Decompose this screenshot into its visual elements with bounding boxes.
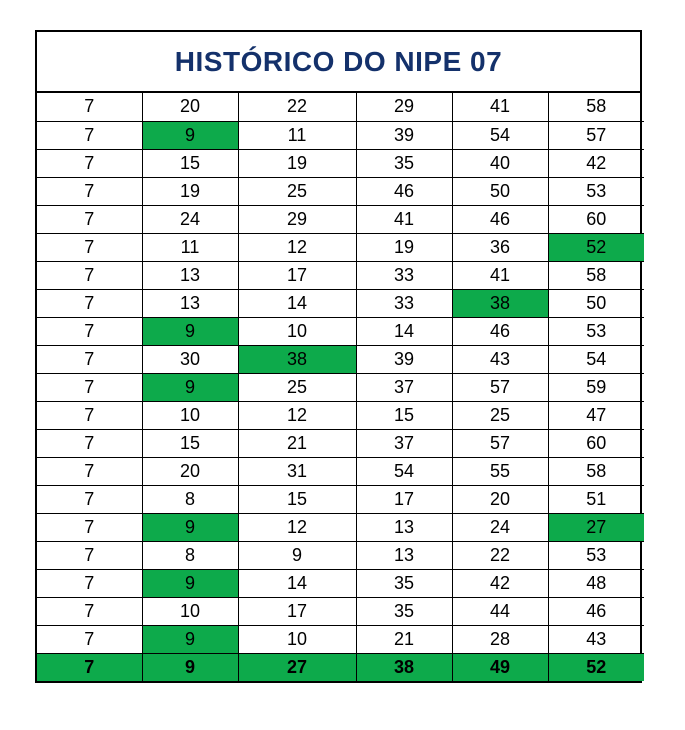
table-cell[interactable]: 39 — [356, 121, 452, 149]
table-cell[interactable]: 7 — [37, 289, 142, 317]
table-cell[interactable]: 41 — [452, 261, 548, 289]
table-cell[interactable]: 42 — [452, 569, 548, 597]
sheet-title: HISTÓRICO DO NIPE 07 — [37, 32, 640, 93]
table-row — [37, 597, 644, 625]
table-cell[interactable]: 58 — [548, 93, 644, 121]
table-cell[interactable]: 7 — [37, 373, 142, 401]
summary-cell[interactable]: 27 — [238, 653, 356, 681]
table-cell[interactable]: 36 — [452, 233, 548, 261]
table-cell[interactable]: 12 — [238, 233, 356, 261]
table-cell[interactable]: 7 — [37, 485, 142, 513]
table-row — [37, 429, 644, 457]
table-cell[interactable]: 14 — [238, 569, 356, 597]
table-cell[interactable]: 25 — [452, 401, 548, 429]
table-cell[interactable]: 53 — [548, 177, 644, 205]
summary-cell[interactable]: 9 — [142, 653, 238, 681]
table-cell[interactable]: 57 — [452, 373, 548, 401]
table-cell[interactable]: 9 — [142, 625, 238, 653]
table-cell[interactable]: 60 — [548, 429, 644, 457]
table-row — [37, 317, 644, 345]
table-cell[interactable]: 9 — [142, 373, 238, 401]
table-cell[interactable]: 30 — [142, 345, 238, 373]
table-row — [37, 513, 644, 541]
table-cell[interactable]: 57 — [452, 429, 548, 457]
table-cell[interactable]: 17 — [356, 485, 452, 513]
table-cell[interactable]: 13 — [142, 289, 238, 317]
table-cell[interactable]: 58 — [548, 261, 644, 289]
table-cell[interactable]: 7 — [37, 121, 142, 149]
table-cell[interactable]: 7 — [37, 93, 142, 121]
table-cell[interactable]: 50 — [452, 177, 548, 205]
table-cell[interactable]: 43 — [548, 625, 644, 653]
table-cell[interactable]: 8 — [142, 485, 238, 513]
table-cell[interactable]: 20 — [142, 457, 238, 485]
table-cell[interactable]: 31 — [238, 457, 356, 485]
table-row — [37, 457, 644, 485]
table-cell[interactable]: 46 — [452, 205, 548, 233]
table-cell[interactable]: 59 — [548, 373, 644, 401]
table-cell[interactable]: 33 — [356, 289, 452, 317]
summary-row — [37, 653, 644, 681]
table-cell[interactable]: 44 — [452, 597, 548, 625]
table-cell[interactable]: 10 — [142, 401, 238, 429]
table-cell[interactable]: 20 — [142, 93, 238, 121]
table-cell[interactable]: 22 — [452, 541, 548, 569]
table-cell[interactable]: 19 — [238, 149, 356, 177]
table-cell[interactable]: 40 — [452, 149, 548, 177]
table-cell[interactable]: 9 — [142, 513, 238, 541]
table-cell[interactable]: 57 — [548, 121, 644, 149]
table-cell[interactable]: 7 — [37, 233, 142, 261]
table-cell[interactable]: 9 — [238, 541, 356, 569]
table-cell[interactable]: 14 — [238, 289, 356, 317]
table-row — [37, 177, 644, 205]
summary-cell[interactable]: 52 — [548, 653, 644, 681]
table-cell[interactable]: 54 — [452, 121, 548, 149]
table-cell[interactable]: 38 — [452, 289, 548, 317]
table-cell[interactable]: 46 — [452, 317, 548, 345]
table-cell[interactable]: 7 — [37, 569, 142, 597]
table-cell[interactable]: 29 — [238, 205, 356, 233]
table-row — [37, 205, 644, 233]
table-cell[interactable]: 25 — [238, 373, 356, 401]
table-cell[interactable]: 15 — [238, 485, 356, 513]
table-cell[interactable]: 17 — [238, 597, 356, 625]
table-cell[interactable]: 10 — [238, 625, 356, 653]
table-row — [37, 93, 644, 121]
table-cell[interactable]: 58 — [548, 457, 644, 485]
table-cell[interactable]: 7 — [37, 317, 142, 345]
table-cell[interactable]: 17 — [238, 261, 356, 289]
table-cell[interactable]: 11 — [142, 233, 238, 261]
table-row — [37, 149, 644, 177]
table-cell[interactable]: 39 — [356, 345, 452, 373]
table-cell[interactable]: 9 — [142, 121, 238, 149]
table-cell[interactable]: 7 — [37, 205, 142, 233]
table-cell[interactable]: 50 — [548, 289, 644, 317]
table-cell[interactable]: 15 — [142, 149, 238, 177]
table-cell[interactable]: 51 — [548, 485, 644, 513]
table-cell[interactable]: 7 — [37, 625, 142, 653]
table-cell[interactable]: 12 — [238, 401, 356, 429]
table-row — [37, 485, 644, 513]
table-cell[interactable]: 7 — [37, 541, 142, 569]
table-cell[interactable]: 11 — [238, 121, 356, 149]
summary-cell[interactable]: 38 — [356, 653, 452, 681]
table-cell[interactable]: 21 — [356, 625, 452, 653]
table-row — [37, 233, 644, 261]
table-cell[interactable]: 7 — [37, 429, 142, 457]
table-cell[interactable]: 53 — [548, 317, 644, 345]
table-cell[interactable]: 21 — [238, 429, 356, 457]
table-cell[interactable]: 55 — [452, 457, 548, 485]
table-cell[interactable]: 7 — [37, 513, 142, 541]
table-cell[interactable]: 35 — [356, 149, 452, 177]
table-body — [37, 93, 644, 681]
table-cell[interactable]: 54 — [356, 457, 452, 485]
table-row — [37, 373, 644, 401]
table-cell[interactable]: 22 — [238, 93, 356, 121]
table-cell[interactable]: 7 — [37, 261, 142, 289]
table-row — [37, 569, 644, 597]
table-cell[interactable]: 7 — [37, 149, 142, 177]
table-cell[interactable]: 7 — [37, 345, 142, 373]
table-cell[interactable]: 12 — [238, 513, 356, 541]
table-cell[interactable]: 15 — [356, 401, 452, 429]
table-row — [37, 401, 644, 429]
table-cell[interactable]: 10 — [238, 317, 356, 345]
table-cell[interactable]: 42 — [548, 149, 644, 177]
table-row — [37, 541, 644, 569]
table-cell[interactable]: 25 — [238, 177, 356, 205]
table-cell[interactable]: 7 — [37, 457, 142, 485]
table-cell[interactable]: 27 — [548, 513, 644, 541]
table-cell[interactable]: 13 — [356, 541, 452, 569]
table-cell[interactable]: 29 — [356, 93, 452, 121]
history-sheet — [35, 30, 642, 683]
table-row — [37, 345, 644, 373]
table-cell[interactable]: 43 — [452, 345, 548, 373]
table-cell[interactable]: 10 — [142, 597, 238, 625]
table-cell[interactable]: 7 — [37, 401, 142, 429]
table-cell[interactable]: 13 — [142, 261, 238, 289]
table-cell[interactable]: 24 — [142, 205, 238, 233]
table-cell[interactable]: 7 — [37, 177, 142, 205]
summary-cell[interactable]: 7 — [37, 653, 142, 681]
table-cell[interactable]: 46 — [548, 597, 644, 625]
table-cell[interactable]: 35 — [356, 569, 452, 597]
table-cell[interactable]: 47 — [548, 401, 644, 429]
table-cell[interactable]: 53 — [548, 541, 644, 569]
table-cell[interactable]: 9 — [142, 569, 238, 597]
table-cell[interactable]: 20 — [452, 485, 548, 513]
summary-cell[interactable]: 49 — [452, 653, 548, 681]
table-cell[interactable]: 48 — [548, 569, 644, 597]
table-cell[interactable]: 7 — [37, 597, 142, 625]
table-cell[interactable]: 14 — [356, 317, 452, 345]
numbers-table — [37, 93, 644, 681]
table-cell[interactable]: 60 — [548, 205, 644, 233]
table-row — [37, 289, 644, 317]
table-cell[interactable]: 13 — [356, 513, 452, 541]
table-cell[interactable]: 24 — [452, 513, 548, 541]
table-cell[interactable]: 35 — [356, 597, 452, 625]
table-cell[interactable]: 9 — [142, 317, 238, 345]
table-cell[interactable]: 37 — [356, 373, 452, 401]
table-cell[interactable]: 38 — [238, 345, 356, 373]
table-cell[interactable]: 19 — [142, 177, 238, 205]
table-cell[interactable]: 28 — [452, 625, 548, 653]
table-cell[interactable]: 37 — [356, 429, 452, 457]
table-cell[interactable]: 41 — [452, 93, 548, 121]
table-cell[interactable]: 8 — [142, 541, 238, 569]
table-row — [37, 121, 644, 149]
table-cell[interactable]: 46 — [356, 177, 452, 205]
table-row — [37, 261, 644, 289]
table-row — [37, 625, 644, 653]
table-cell[interactable]: 19 — [356, 233, 452, 261]
table-cell[interactable]: 33 — [356, 261, 452, 289]
table-cell[interactable]: 52 — [548, 233, 644, 261]
table-cell[interactable]: 41 — [356, 205, 452, 233]
table-cell[interactable]: 54 — [548, 345, 644, 373]
table-cell[interactable]: 15 — [142, 429, 238, 457]
